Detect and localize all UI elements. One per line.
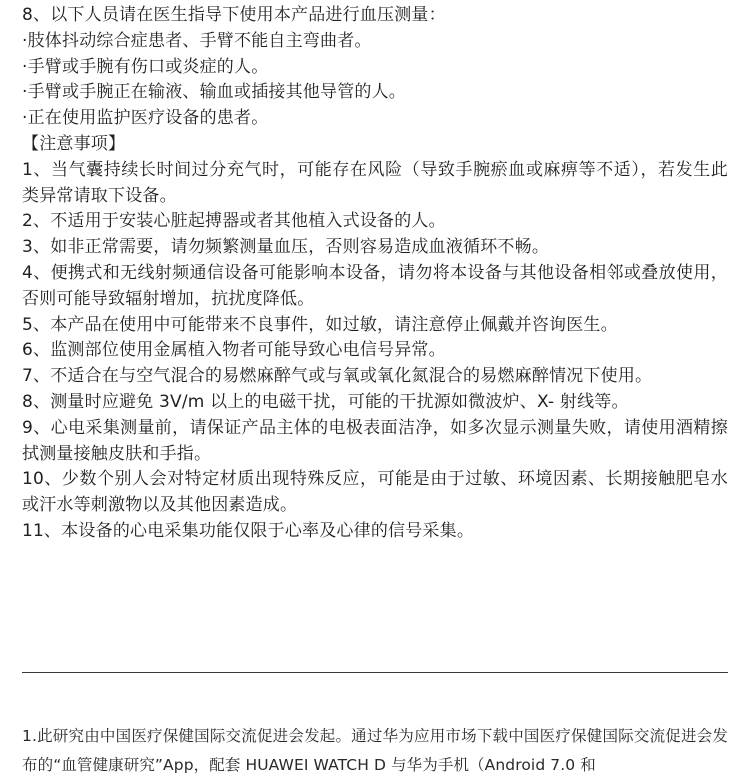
section-title: 【注意事项】 [22, 133, 126, 154]
note-item: 9、心电采集测量前，请保证产品主体的电极表面洁净，如多次显示测量失败，请使用酒精擦拭测量接触皮肤和手指。 [22, 417, 728, 464]
note-item: 5、本产品在使用中可能带来不良事件，如过敏，请注意停止佩戴并咨询医生。 [22, 314, 618, 335]
note-item: 6、监测部位使用金属植入物者可能导致心电信号异常。 [22, 340, 446, 361]
bullet-item: ·手臂或手腕正在输液、输血或插接其他导管的人。 [22, 82, 407, 103]
note-item: 2、不适用于安装心脏起搏器或者其他植入式设备的人。 [22, 211, 446, 232]
note-item: 7、不适合在与空气混合的易燃麻醉气或与氧或氧化氮混合的易燃麻醉情况下使用。 [22, 366, 653, 387]
note-item: 10、少数个别人会对特定材质出现特殊反应，可能是由于过敏、环境因素、长期接触肥皂水或汗水等刺激物以及其他因素造成。 [22, 469, 728, 516]
note-item: 3、如非正常需要，请勿频繁测量血压，否则容易造成血液循环不畅。 [22, 237, 550, 258]
note-item: 11、本设备的心电采集功能仅限于心率及心律的信号采集。 [22, 520, 475, 541]
bullet-item: ·正在使用监护医疗设备的患者。 [22, 108, 269, 129]
heading-item: 8、以下人员请在医生指导下使用本产品进行血压测量： [22, 5, 446, 25]
note-item: 4、便携式和无线射频通信设备可能影响本设备，请勿将本设备与其他设备相邻或叠放使用，否则可能导致辐射增加，抗扰度降低。 [22, 262, 728, 309]
document-body [22, 3, 728, 545]
note-item: 1、当气囊持续长时间过分充气时，可能存在风险（导致手腕瘀血或麻痹等不适），若发生此类异常请取下设备。 [22, 159, 728, 206]
bullet-item: ·手臂或手腕有伤口或炎症的人。 [22, 56, 269, 77]
footnote-divider [22, 672, 728, 673]
bullet-item: ·肢体抖动综合症患者、手臂不能自主弯曲者。 [22, 30, 372, 51]
note-item: 8、测量时应避免 3V/m 以上的电磁干扰，可能的干扰源如微波炉、X- 射线等。 [22, 391, 629, 412]
footnote: 1.此研究由中国医疗保健国际交流促进会发起。通过华为应用市场下载中国医疗保健国际交流促进会发布的“血管健康研究”App，配套 HUAWEI WATCH D 与华为手机（Android 7.0 和 [22, 727, 728, 774]
